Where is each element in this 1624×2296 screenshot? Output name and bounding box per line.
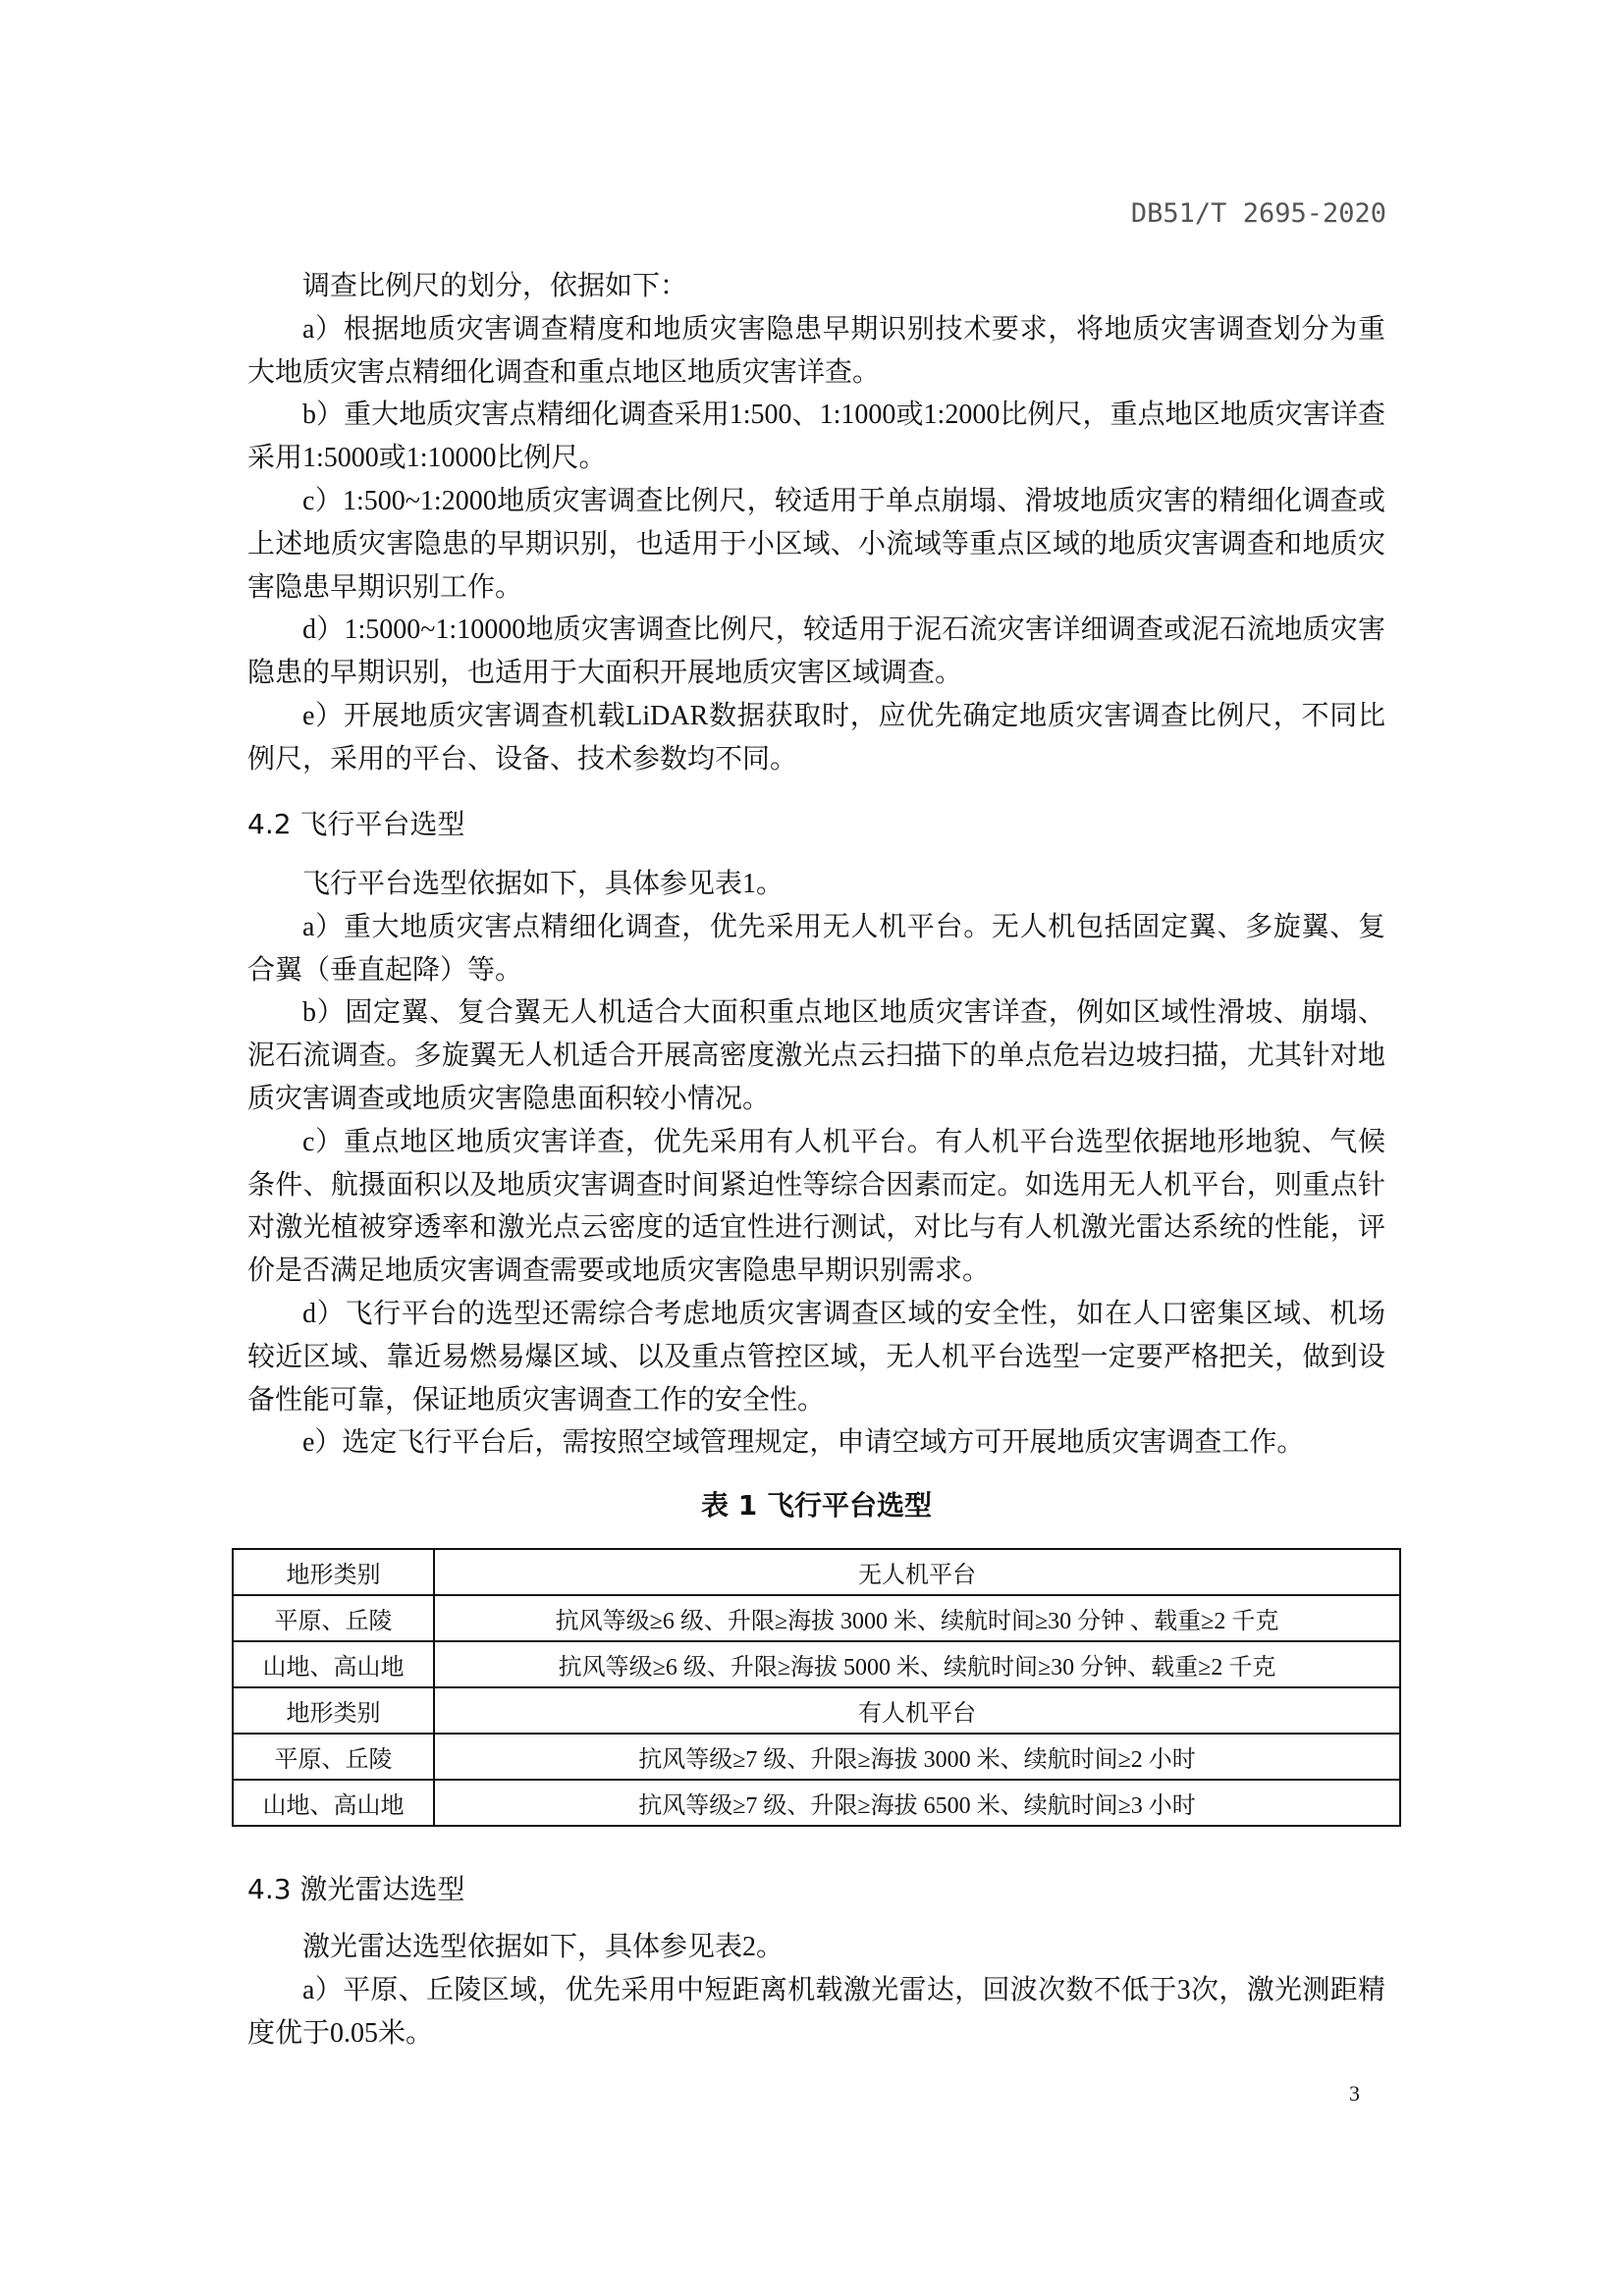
table-row <box>233 1734 1400 1780</box>
table-cell: 抗风等级≥6 级、升限≥海拔 3000 米、续航时间≥30 分钟 、载重≥2 千克 <box>434 1595 1400 1641</box>
paragraph: c）1:500~1:2000地质灾害调查比例尺，较适用于单点崩塌、滑坡地质灾害的精细化调查或上述地质灾害隐患的早期识别，也适用于小区域、小流域等重点区域的地质灾害调查和地质灾害隐患早期识别工作。 <box>247 485 1385 603</box>
section-scale-division <box>247 265 1385 781</box>
table-cell: 地形类别 <box>233 1687 434 1734</box>
paragraph: b）固定翼、复合翼无人机适合大面积重点地区地质灾害详查，例如区域性滑坡、崩塌、泥石流调查。多旋翼无人机适合开展高密度激光点云扫描下的单点危岩边坡扫描，尤其针对地质灾害调查或地质灾害隐患面积较小情况。 <box>247 997 1385 1114</box>
paragraph: c）重点地区地质灾害详查，优先采用有人机平台。有人机平台选型依据地形地貌、气候条件、航摄面积以及地质灾害调查时间紧迫性等综合因素而定。如选用无人机平台，则重点针对激光植被穿透率和激光点云密度的适宜性进行测试，对比与有人机激光雷达系统的性能，评价是否满足地质灾害调查需要或地质灾害隐患早期识别需求。 <box>247 1126 1385 1287</box>
paragraph: 调查比例尺的划分，依据如下： <box>302 271 688 301</box>
table-cell: 有人机平台 <box>434 1687 1400 1734</box>
paragraph: a）重大地质灾害点精细化调查，优先采用无人机平台。无人机包括固定翼、多旋翼、复合翼（垂直起降）等。 <box>247 911 1385 986</box>
paragraph: 激光雷达选型依据如下，具体参见表2。 <box>302 1932 785 1962</box>
paragraph: d）飞行平台的选型还需综合考虑地质灾害调查区域的安全性，如在人口密集区域、机场较近区域、靠近易燃易爆区域、以及重点管控区域，无人机平台选型一定要严格把关，做到设备性能可靠，保证地质灾害调查工作的安全性。 <box>247 1298 1385 1415</box>
table-cell: 抗风等级≥7 级、升限≥海拔 6500 米、续航时间≥3 小时 <box>434 1780 1400 1826</box>
paragraph: d）1:5000~1:10000地质灾害调查比例尺，较适用于泥石流灾害详细调查或泥石流地质灾害隐患的早期识别，也适用于大面积开展地质灾害区域调查。 <box>247 614 1385 689</box>
section-heading-4-2: 4.2 飞行平台选型 <box>247 808 465 840</box>
paragraph: e）开展地质灾害调查机载LiDAR数据获取时，应优先确定地质灾害调查比例尺，不同比例尺，采用的平台、设备、技术参数均不同。 <box>247 700 1385 774</box>
table-row <box>233 1595 1400 1641</box>
table-row <box>233 1780 1400 1826</box>
table-cell: 抗风等级≥7 级、升限≥海拔 3000 米、续航时间≥2 小时 <box>434 1734 1400 1780</box>
table-cell: 平原、丘陵 <box>233 1595 434 1641</box>
table-row <box>233 1687 1400 1734</box>
paragraph: b）重大地质灾害点精细化调查采用1:500、1:1000或1:2000比例尺，重点地区地质灾害详查采用1:5000或1:10000比例尺。 <box>247 400 1385 474</box>
paragraph: e）选定飞行平台后，需按照空域管理规定，申请空域方可开展地质灾害调查工作。 <box>302 1427 1305 1459</box>
page-number: 3 <box>1349 2081 1360 2106</box>
table-cell: 抗风等级≥6 级、升限≥海拔 5000 米、续航时间≥30 分钟、载重≥2 千克 <box>434 1641 1400 1687</box>
flight-platform-table <box>232 1548 1401 1827</box>
section-heading-4-3: 4.3 激光雷达选型 <box>247 1873 465 1905</box>
document-code-header: DB51/T 2695-2020 <box>1130 198 1386 229</box>
paragraph: a）平原、丘陵区域，优先采用中短距离机载激光雷达，回波次数不低于3次，激光测距精度优于0.05米。 <box>247 1974 1385 2049</box>
table-cell: 山地、高山地 <box>233 1780 434 1826</box>
table-cell: 无人机平台 <box>434 1549 1400 1595</box>
table-row <box>233 1549 1400 1595</box>
section-flight-platform <box>247 863 1385 1465</box>
table-cell: 平原、丘陵 <box>233 1734 434 1780</box>
paragraph: a）根据地质灾害调查精度和地质灾害隐患早期识别技术要求，将地质灾害调查划分为重大地质灾害点精细化调查和重点地区地质灾害详查。 <box>247 313 1385 388</box>
section-lidar <box>247 1926 1385 2055</box>
table-cell: 地形类别 <box>233 1549 434 1595</box>
table-title: 表 1 飞行平台选型 <box>701 1489 932 1522</box>
table-cell: 山地、高山地 <box>233 1641 434 1687</box>
table-row <box>233 1641 1400 1687</box>
paragraph: 飞行平台选型依据如下，具体参见表1。 <box>302 869 785 899</box>
